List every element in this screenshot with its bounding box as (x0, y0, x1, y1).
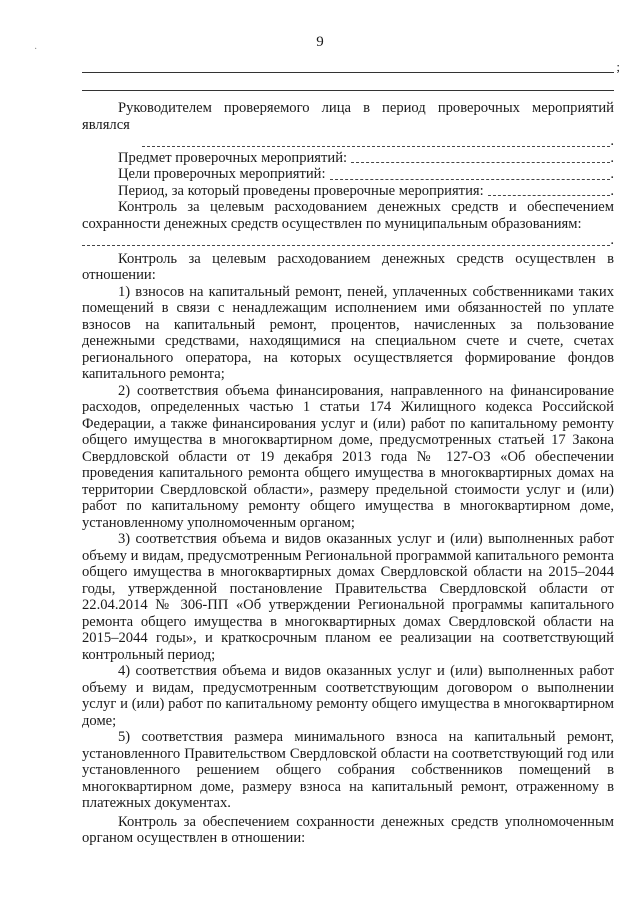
document-body (82, 58, 620, 847)
item-4: 4) соответствия объема и видов оказанных услуг и (или) выполненных работ объему и видам, предусмотренным соответствующим договором о выполнении услуг и (или) работ по капитальному ремонту общего имущества в многоквартирном доме; (82, 663, 614, 729)
subject-end: . (610, 149, 614, 166)
subject-fill (351, 150, 610, 163)
goals-end: . (610, 166, 614, 182)
control-municipal-fill-line (82, 232, 614, 249)
blank-line-1-end: ; (616, 58, 620, 74)
page-number: 9 (316, 34, 324, 50)
item-1: 1) взносов на капитальный ремонт, пеней, уплаченных собственниками таких помещений в связи с ненадлежащим исполнением ими обязанностей по уплате взносов на капитальный ремонт, процентов, начисленных за пользование денежными средствами, находящимися на специальном счете и счете, счетах регионального оператора, на которых осуществляется формирование фондов капитального ремонта; (82, 283, 614, 382)
goals-label: Цели проверочных мероприятий: (118, 166, 326, 182)
subject-field (118, 150, 614, 167)
manager-line-end: . (610, 133, 614, 149)
margin-mark: · (34, 44, 38, 55)
control-municipal-end: . (610, 232, 614, 248)
period-end: . (610, 182, 614, 199)
item-5: 5) соответствия размера минимального взноса на капитальный ремонт, установленного Правительством Свердловской области на соответствующий год или установленного решением общего собрания собственников помещений в многоквартирном доме, размеру взноса на капитальный ремонт, отраженному в платежных документах. (82, 729, 614, 811)
closing-paragraph: Контроль за обеспечением сохранности денежных средств уполномоченным органом осуществлен в отношении: (82, 813, 614, 846)
period-field (118, 183, 614, 200)
goals-fill (330, 167, 611, 180)
intro-paragraph: Контроль за целевым расходованием денежных средств осуществлен в отношении: (82, 250, 614, 283)
control-municipal-fill (82, 233, 610, 246)
item-3: 3) соответствия объема и видов оказанных услуг и (или) выполненных работ объему и видам, предусмотренным Региональной программой капитального ремонта общего имущества в многоквартирных домах Свердловской области на 2015–2044 годы, утвержденной постановление Правительства Свердловской области от 22.04.2014 № 306-ПП «Об утверждении Региональной программы капитального ремонта общего имущества в многоквартирных домах Свердловской области на 2015–2044 годы», и краткосрочным планом ее реализации на соответствующий контрольный период; (82, 531, 614, 663)
control-municipal-paragraph: Контроль за целевым расходованием денежных средств и обеспечением сохранности денежных средств осуществлен по муниципальным образованиям: (82, 199, 614, 232)
manager-fill (142, 134, 610, 147)
period-fill (488, 183, 611, 196)
manager-fill-line (82, 133, 614, 150)
subject-label: Предмет проверочных мероприятий: (118, 149, 348, 166)
goals-field (118, 166, 614, 183)
manager-line (82, 100, 614, 133)
period-label: Период, за который проведены проверочные мероприятия: (118, 182, 484, 199)
blank-line-2 (82, 76, 614, 91)
manager-line-text: Руководителем проверяемого лица в период проверочных мероприятий являлся (82, 100, 614, 133)
blank-line-1 (82, 58, 620, 74)
item-2: 2) соответствия объема финансирования, направленного на финансирование расходов, определенных частью 1 статьи 174 Жилищного кодекса Российской Федерации, а также финансирования услуг и (или) работ по капитальному ремонту общего имущества в многоквартирном доме, предусмотренных статьей 17 Закона Свердловской области от 19 декабря 2013 года № 127-ОЗ «Об обеспечении проведения капитального ремонта общего имущества в многоквартирных домах на территории Свердловской области», размеру предельной стоимости услуг и (или) работ по капитальному ремонту общего имущества в многоквартирном доме, установленному уполномоченным органом; (82, 382, 614, 531)
